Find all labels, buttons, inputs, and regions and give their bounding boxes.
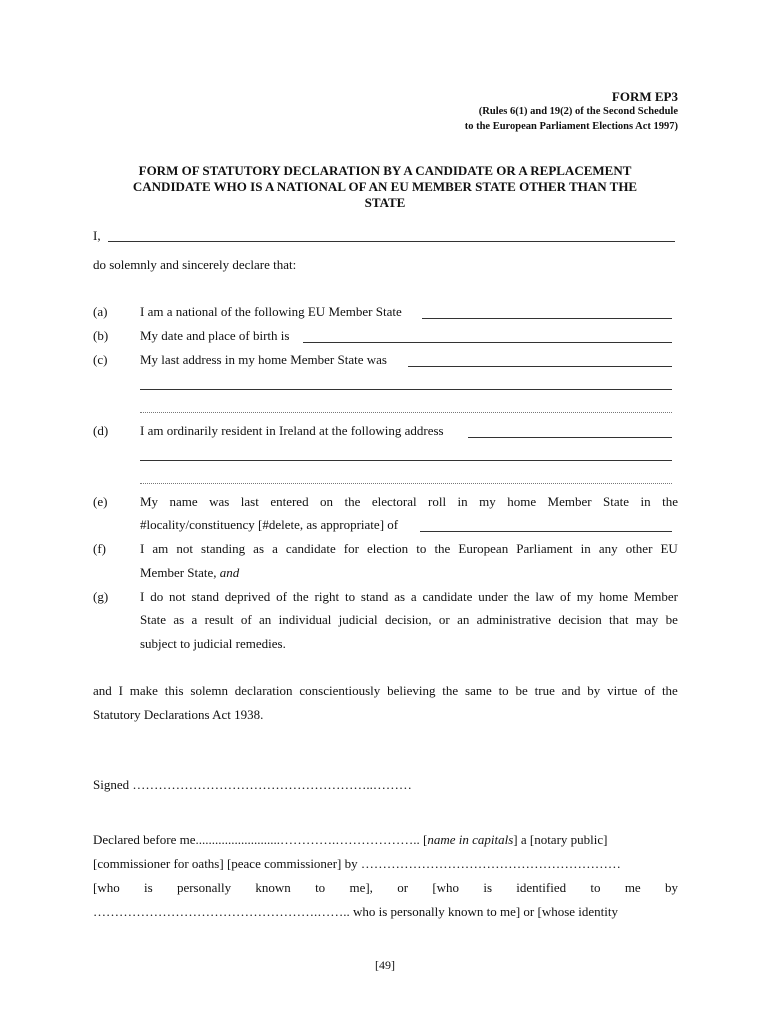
item-a-label: (a) [93, 304, 108, 319]
item-g-line-3: subject to judicial remedies. [140, 636, 286, 651]
item-e-line-2: #locality/constituency [#delete, as appropriate] of [140, 517, 399, 532]
declared-line-4: …………………………………………….…….. who is personally known to me] or [whose identity [93, 904, 619, 919]
item-d-label: (d) [93, 423, 109, 438]
declared-line-3: [who is personally known to me], or [who is identified to me by [93, 880, 678, 895]
signature-line[interactable]: Signed ………………………………………………..……… [93, 777, 412, 792]
home-address-field-1[interactable] [408, 366, 672, 367]
closing-line-2: Statutory Declarations Act 1938. [93, 707, 264, 722]
irish-address-field-1[interactable] [468, 437, 672, 438]
birth-date-place-field[interactable] [303, 342, 672, 343]
form-id: FORM EP3 [611, 89, 678, 104]
rules-reference [465, 104, 678, 134]
item-f-label: (f) [93, 541, 106, 556]
rules-line-1: (Rules 6(1) and 19(2) of the Second Schedule [478, 106, 678, 117]
item-g-line-2: State as a result of an individual judicial decision, or an administrative decision that may be [140, 612, 678, 627]
home-address-field-3[interactable] [140, 412, 672, 413]
form-title [80, 163, 690, 211]
nationality-field[interactable] [422, 318, 672, 319]
closing-line-1: and I make this solemn declaration conscientiously believing the same to be true and by virtue of the [93, 683, 678, 698]
item-c-text: My last address in my home Member State was [140, 352, 387, 367]
item-e-line-1: My name was last entered on the electoral roll in my home Member State in the [140, 494, 678, 509]
title-line-2: CANDIDATE WHO IS A NATIONAL OF AN EU MEMBER STATE OTHER THAN THE [132, 179, 638, 194]
irish-address-field-2[interactable] [140, 460, 672, 461]
electoral-roll-field[interactable] [420, 531, 672, 532]
irish-address-field-3[interactable] [140, 483, 672, 484]
home-address-field-2[interactable] [140, 389, 672, 390]
item-c-label: (c) [93, 352, 108, 367]
declarant-name-field[interactable] [108, 241, 675, 242]
item-g-line-1: I do not stand deprived of the right to stand as a candidate under the law of my home Member [140, 589, 678, 604]
declared-line-1: Declared before me..........................………….……………….. [name in capitals] a [notary public] [93, 832, 608, 847]
page-number: [49] [375, 958, 395, 972]
item-e-label: (e) [93, 494, 108, 509]
item-d-text: I am ordinarily resident in Ireland at the following address [140, 423, 444, 438]
title-line-3: STATE [364, 195, 406, 210]
item-a-text: I am a national of the following EU Member State [140, 304, 402, 319]
title-line-1: FORM OF STATUTORY DECLARATION BY A CANDIDATE OR A REPLACEMENT [138, 163, 632, 178]
item-b-text: My date and place of birth is [140, 328, 290, 343]
item-f-line-1: I am not standing as a candidate for election to the European Parliament in any other EU [140, 541, 678, 556]
item-b-label: (b) [93, 328, 109, 343]
intro-text: do solemnly and sincerely declare that: [93, 257, 297, 272]
declarant-prefix: I, [93, 228, 101, 243]
rules-line-2: to the European Parliament Elections Act 1997) [464, 121, 678, 132]
declared-line-2: [commissioner for oaths] [peace commissioner] by …………………………………………………… [93, 856, 621, 871]
item-g-label: (g) [93, 589, 109, 604]
item-f-line-2: Member State, and [140, 565, 240, 580]
